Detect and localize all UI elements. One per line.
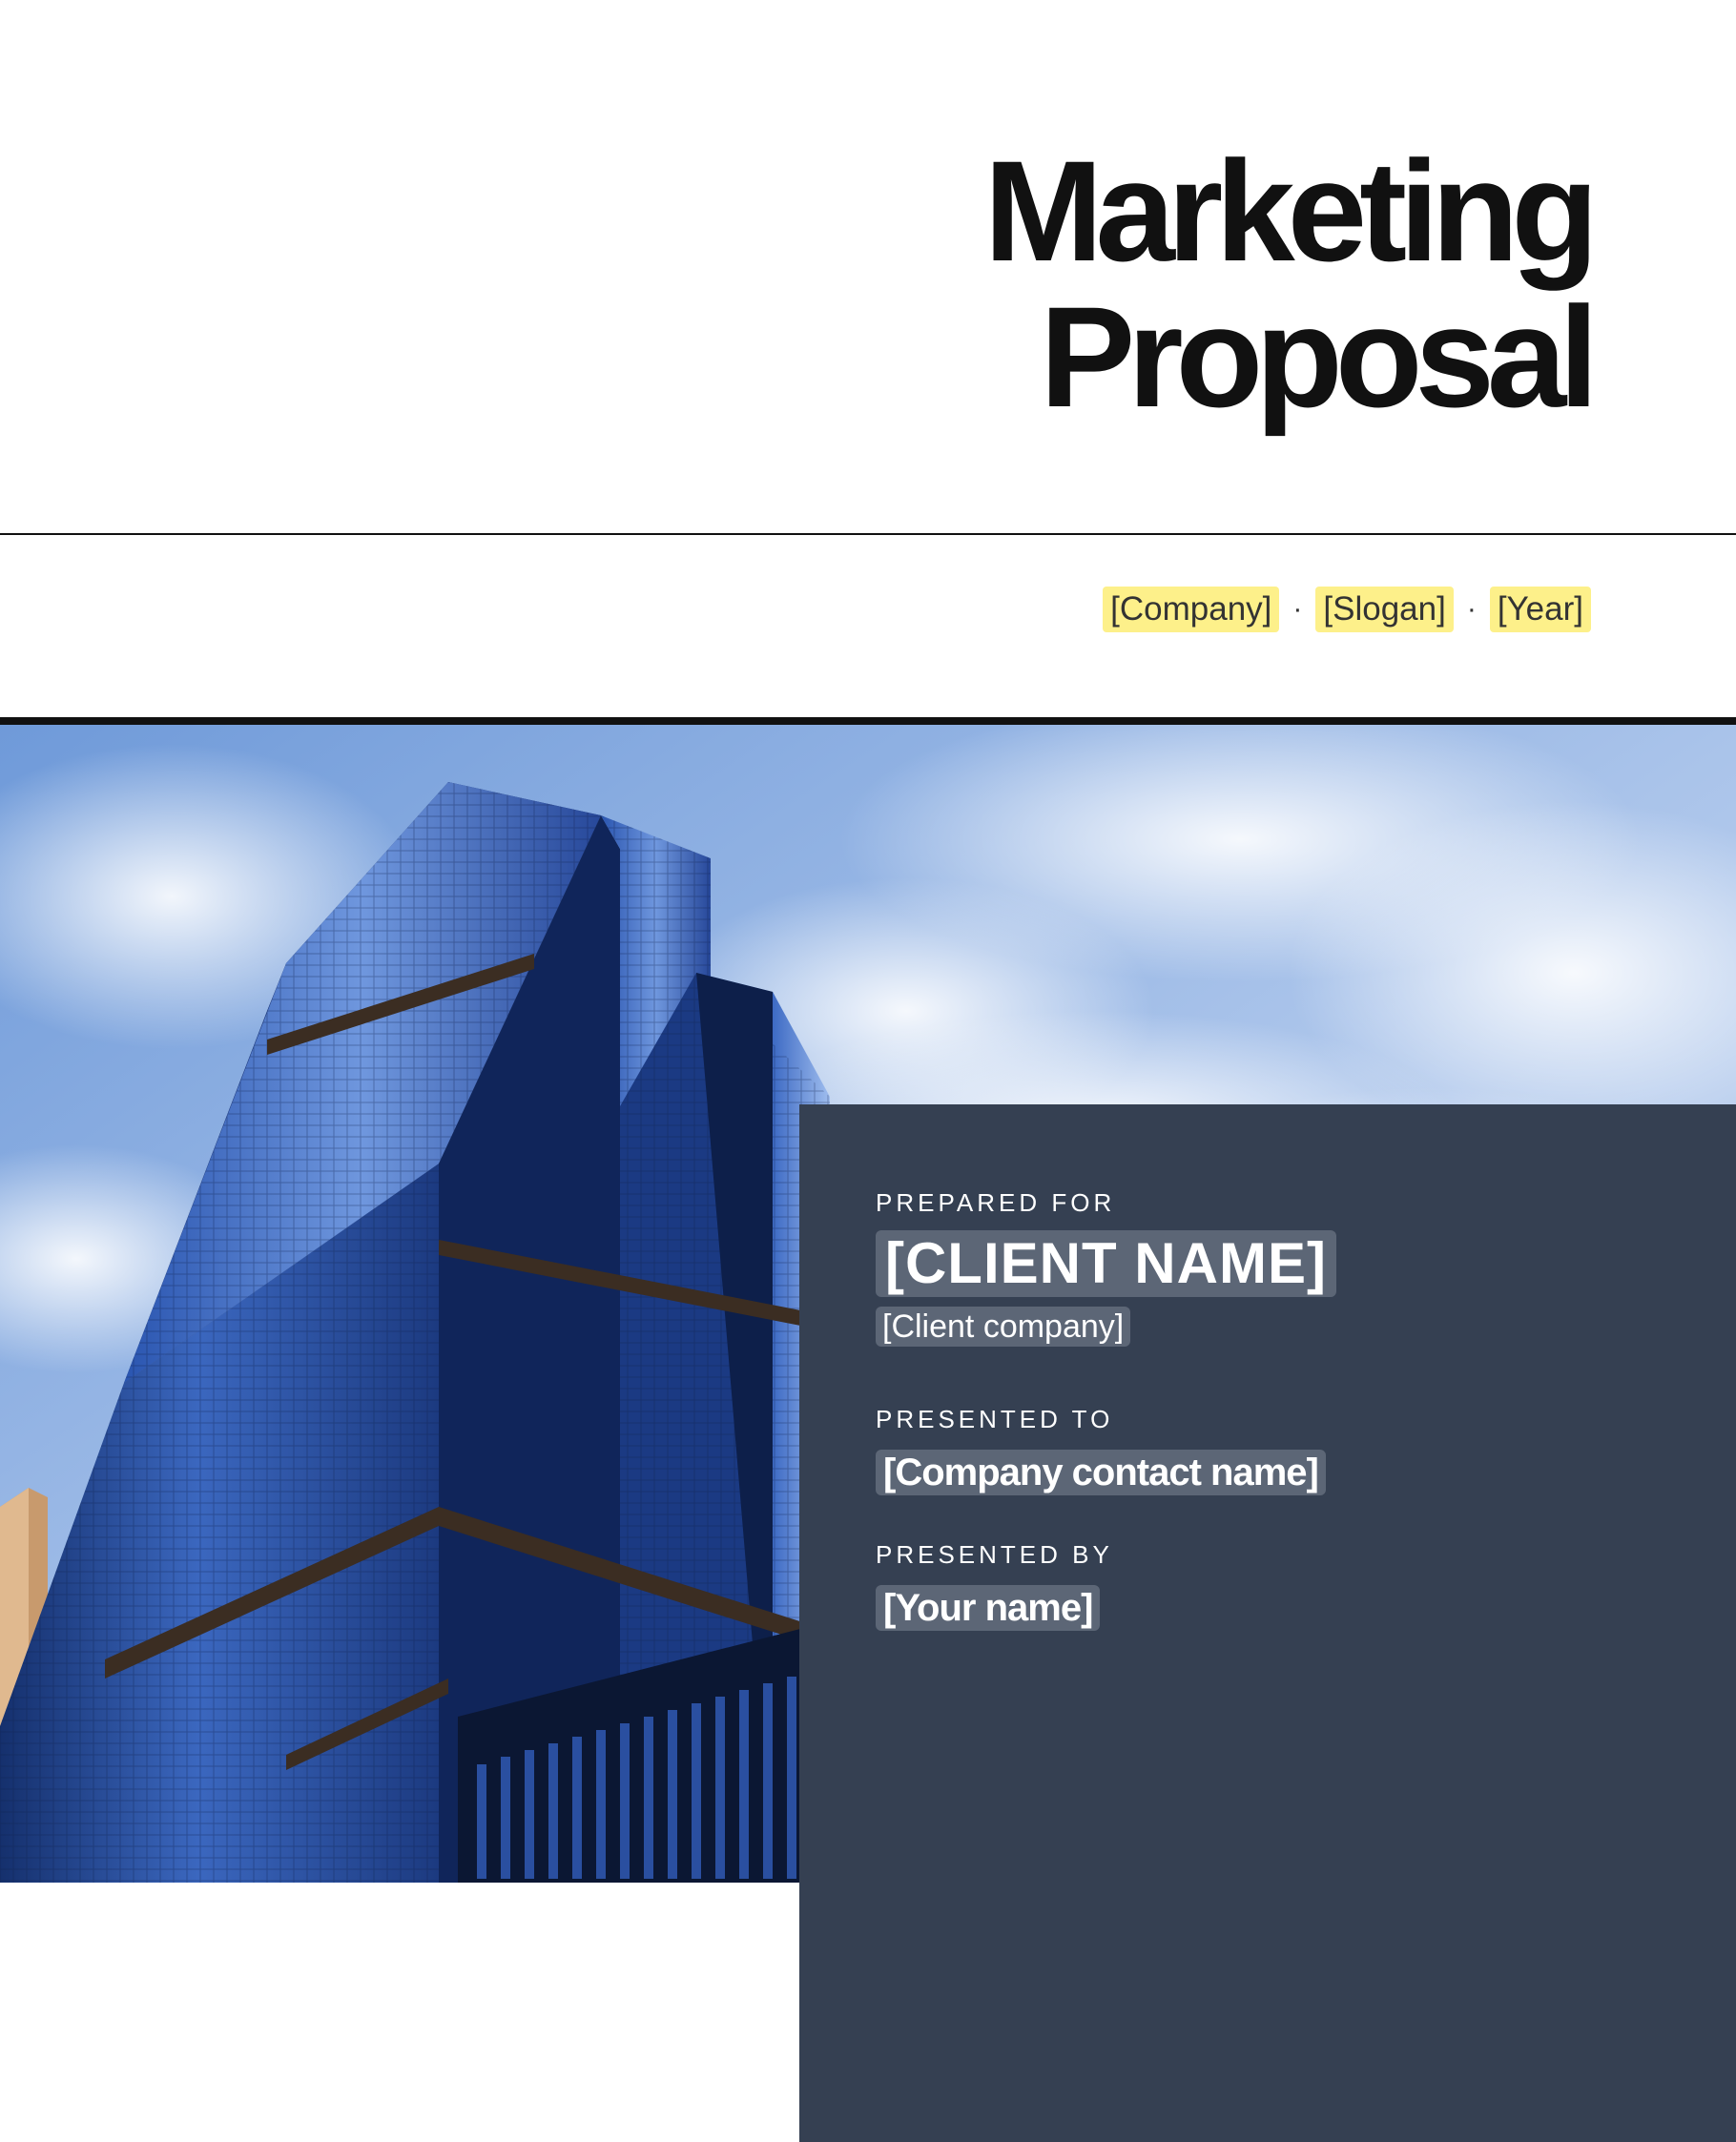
year-placeholder[interactable]: [Year] bbox=[1490, 587, 1591, 632]
company-meta-line bbox=[1103, 587, 1591, 632]
client-company-field[interactable]: [Client company] bbox=[876, 1307, 1130, 1347]
meta-separator: · bbox=[1466, 593, 1477, 625]
your-name-field[interactable]: [Your name] bbox=[876, 1585, 1100, 1631]
prepared-for-label: PREPARED FOR bbox=[876, 1188, 1116, 1217]
meta-separator: · bbox=[1292, 593, 1303, 625]
image-top-border bbox=[0, 717, 1736, 725]
client-name-field[interactable]: [CLIENT NAME] bbox=[876, 1230, 1336, 1297]
title-line-2: Proposal bbox=[1040, 277, 1591, 437]
company-placeholder[interactable]: [Company] bbox=[1103, 587, 1279, 632]
company-contact-name-field[interactable]: [Company contact name] bbox=[876, 1450, 1326, 1495]
header-divider bbox=[0, 533, 1736, 535]
details-panel bbox=[799, 1104, 1736, 2142]
slogan-placeholder[interactable]: [Slogan] bbox=[1315, 587, 1453, 632]
title-line-1: Marketing bbox=[983, 131, 1591, 291]
presented-by-label: PRESENTED BY bbox=[876, 1540, 1113, 1569]
presented-to-label: PRESENTED TO bbox=[876, 1405, 1114, 1433]
document-title bbox=[983, 131, 1591, 437]
